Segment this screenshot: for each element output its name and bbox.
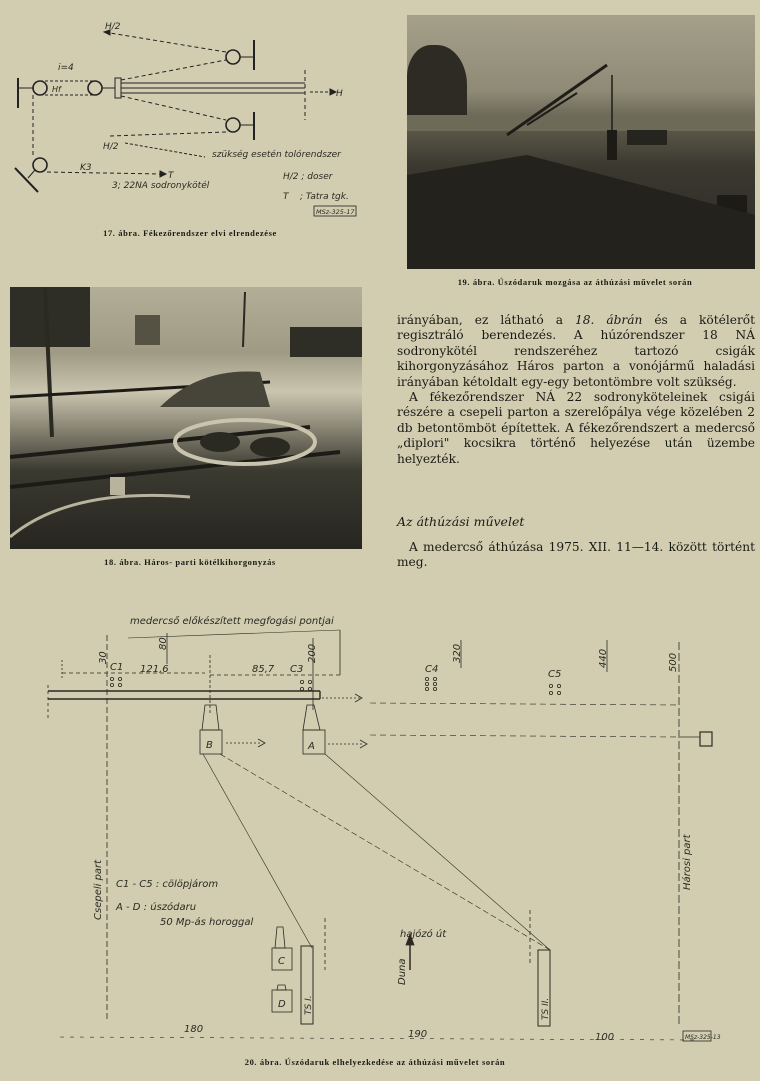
figure-20-caption: 20. ábra. Úszódaruk elhelyezkedése az áthúzási művelet során	[244, 1057, 506, 1067]
label-h: H	[336, 89, 343, 99]
label-d1216: 121,6	[140, 664, 169, 675]
label-h-half-top: H/2	[105, 22, 121, 32]
legend-h2: H/2 ; doser	[283, 172, 333, 182]
label-d200: 200	[307, 643, 318, 663]
label-duna: Duna	[397, 958, 408, 985]
label-d190: 190	[408, 1029, 428, 1040]
label-hajozo-ut: hajózó út	[400, 929, 447, 940]
legend-2: A - D : úszódaru	[116, 902, 197, 913]
stamp-17: MSz-325-17	[316, 208, 355, 216]
label-d80: 80	[158, 637, 169, 650]
body-text-2	[397, 540, 755, 571]
label-ratio: i=4	[58, 63, 74, 73]
label-hf: Hf	[52, 85, 61, 94]
label-h-half-bottom: H/2	[103, 142, 119, 152]
label-d320: 320	[452, 643, 463, 663]
stamp-20: MSz-325-13	[685, 1034, 721, 1041]
label-harosi-part: Hárosi part	[682, 834, 693, 890]
figure-19-caption: 19. ábra. Úszódaruk mozgása az áthúzási művelet során	[457, 277, 693, 287]
section-heading: Az áthúzási művelet	[397, 514, 525, 529]
legend-t: T ; Tatra tgk.	[283, 192, 349, 202]
label-d857: 85,7	[252, 664, 275, 675]
label-c4: C4	[425, 664, 439, 675]
paragraph-2: A fékezőrendszer NÁ 22 sodronyköteleinek csigái részére a csepeli parton a szerelőpálya vége közelében 2 db betontömböt építettek. A fékezőrendszert a medercső „diplori" kocsikra történő helyezése után üzembe helyezték.	[397, 390, 755, 466]
label-d30: 30	[98, 651, 109, 664]
paragraph-1	[397, 313, 755, 390]
label-c5: C5	[548, 669, 562, 680]
figure-18-caption: 18. ábra. Háros- parti kötélkihorgonyzás	[104, 557, 276, 567]
label-d: D	[278, 999, 286, 1010]
figure-19-photo	[407, 15, 755, 269]
figure-20-diagram	[0, 600, 760, 1050]
label-c1: C1	[110, 662, 124, 673]
label-d500: 500	[668, 652, 679, 672]
legend-1: C1 - C5 : cölöpjárom	[116, 879, 219, 890]
label-title: medercső előkészített megfogási pontjai	[130, 616, 334, 627]
legend-3: 50 Mp-ás horoggal	[160, 917, 254, 928]
body-text	[397, 313, 755, 467]
label-t: T	[168, 171, 174, 181]
label-b: B	[206, 740, 213, 751]
label-note: szükség esetén tolórendszer	[212, 150, 341, 160]
label-d180: 180	[184, 1024, 204, 1035]
paragraph-3: A medercső áthúzása 1975. XII. 11—14. között történt meg.	[397, 540, 755, 570]
figure-18-photo	[10, 287, 362, 549]
label-a: A	[308, 741, 315, 752]
figure-17-caption: 17. ábra. Fékezőrendszer elvi elrendezése	[103, 228, 277, 238]
label-ts1: TS I.	[304, 995, 314, 1015]
label-c: C	[278, 956, 285, 967]
figure-17-diagram	[0, 0, 380, 222]
label-d440: 440	[598, 648, 609, 668]
label-k3: K3	[80, 163, 92, 173]
paragraph-1-text-a: irányában, ez látható a	[397, 313, 575, 327]
label-ts2: TS II.	[541, 997, 551, 1020]
label-csepeli-part: Csepeli part	[93, 859, 104, 920]
label-c3: C3	[290, 664, 304, 675]
label-rope: 3; 22NA sodronykötél	[112, 181, 210, 191]
label-d100: 100	[595, 1032, 615, 1043]
figure-reference: 18. ábrán	[574, 313, 643, 327]
paragraph-1-text-b: és a kötélerőt regisztráló berendezés. A húzórendszer 18 NÁ sodronykötél rendszeréhez tartozó csigák kihorgonyzásához Háros parton a vonójármű haladási irányában kétoldalt egy-egy betontömbre volt szükség.	[397, 313, 756, 389]
